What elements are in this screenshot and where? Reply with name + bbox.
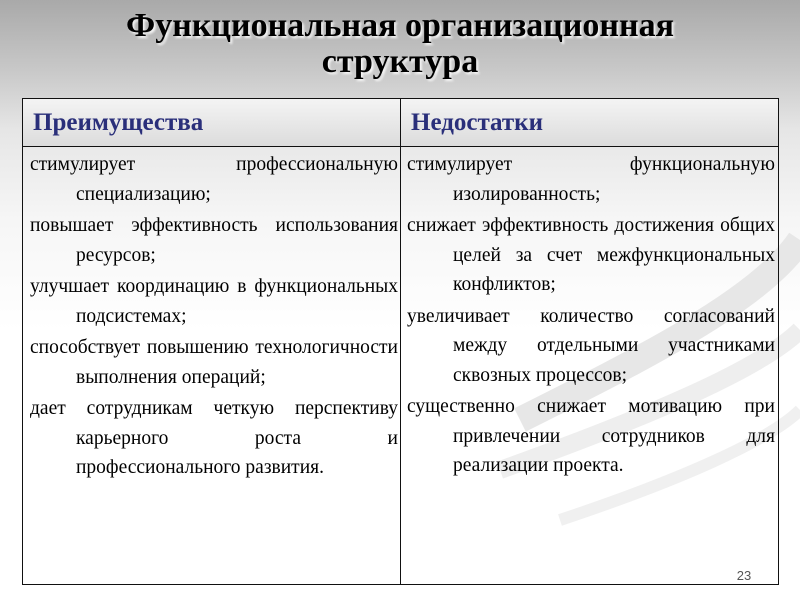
advantage-item: способствует повышению технологичности выполнения операций; bbox=[30, 337, 398, 388]
advantage-item: стимулирует профессиональную специализацию; bbox=[30, 154, 398, 205]
disadvantage-item: снижает эффективность достижения общих целей за счет межфункциональных конфликтов; bbox=[407, 215, 775, 295]
advantage-item: улучшает координацию в функциональных подсистемах; bbox=[30, 276, 398, 327]
advantage-item: дает сотрудникам четкую перспективу карьерного роста и профессионального развития. bbox=[30, 398, 398, 478]
slide-title bbox=[0, 8, 800, 80]
column-header-disadvantages: Недостатки bbox=[411, 109, 543, 136]
page-number: 23 bbox=[736, 568, 752, 583]
comparison-table bbox=[22, 98, 779, 585]
slide-title-line-2: структура bbox=[321, 43, 479, 80]
disadvantages-column bbox=[407, 150, 775, 483]
advantages-column bbox=[30, 150, 398, 485]
column-divider bbox=[400, 99, 401, 584]
disadvantage-item: увеличивает количество согласований между отдельными участниками сквозных процессов; bbox=[407, 305, 775, 386]
disadvantage-item: существенно снижает мотивацию при привлечении сотрудников для реализации проекта. bbox=[407, 396, 775, 476]
column-header-advantages: Преимущества bbox=[33, 109, 204, 136]
slide-title-line-1: Функциональная организационная bbox=[126, 7, 674, 44]
advantage-item: повышает эффективность использования ресурсов; bbox=[30, 215, 398, 266]
disadvantage-item: стимулирует функциональную изолированность; bbox=[407, 154, 775, 205]
